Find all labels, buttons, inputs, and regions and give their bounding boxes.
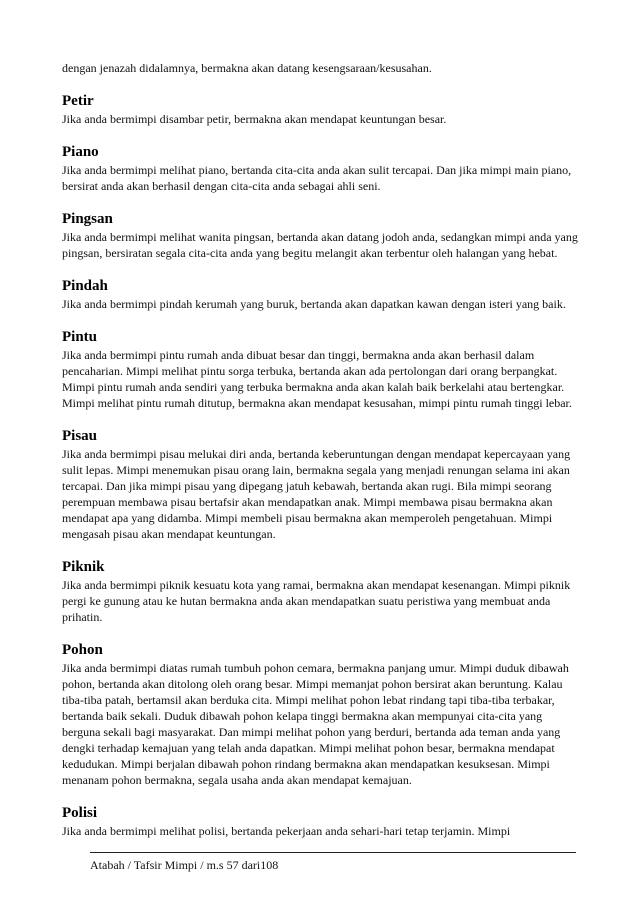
entry-title: Polisi — [62, 805, 98, 821]
entry-body: Jika anda bermimpi pintu rumah anda dibuat besar dan tinggi, bermakna anda akan berhasil dalam pencaharian. Mimpi melihat pintu sorga terbuka, bertanda akan ada pertolongan dari orang berpangkat. Mimpi pintu rumah anda sendiri yang terbuka bermakna anda akan kalah baik berkelahi atau bertengkar. Mimpi melihat pintu rumah ditutup, bermakna akan mendapat kesusahan, mimpi pintu rumah tinggi lebar. — [62, 348, 572, 410]
entry-title: Pisau — [62, 428, 98, 444]
entry-body: Jika anda bermimpi melihat piano, bertanda cita-cita anda akan sulit tercapai. Dan jika mimpi main piano, bersirat anda akan berhasil dengan cita-cita anda sebagai ahli seni. — [62, 163, 572, 193]
entry-pohon — [62, 641, 582, 788]
entry-title: Pingsan — [62, 211, 113, 227]
entry-body: Jika anda bermimpi melihat wanita pingsan, bertanda akan datang jodoh anda, sedangkan mimpi anda yang pingsan, bersiratan segala cita-cita anda yang begitu melangit akan terbentur oleh halangan yang hebat. — [62, 230, 578, 260]
page-footer: Atabah / Tafsir Mimpi / m.s 57 dari108 — [90, 858, 279, 872]
entry-body: Jika anda bermimpi diatas rumah tumbuh pohon cemara, bermakna panjang umur. Mimpi duduk dibawah pohon, bertanda akan ditolong oleh orang besar. Mimpi memanjat pohon bersirat akan beruntung. Kalau tiba-tiba patah, bertamsil akan berduka cita. Mimpi melihat pohon lebat rindang tapi tiba-tiba terbakar, bertanda baik sekali. Duduk dibawah pohon kelapa tinggi bermakna akan mempunyai cita-cita yang berguna sekali bagi masyarakat. Dan mimpi melihat pohon yang berduri, bertanda ada teman anda yang dengki terhadap kemajuan yang telah anda dapatkan. Mimpi melihat pohon besar, bermakna mendapat kedudukan. Mimpi berjalan dibawah pohon rindang bermakna akan mendapatkan kesuksesan. Mimpi menanam pohon bermakna, segala usaha anda akan mendapat kemajuan. — [62, 661, 569, 787]
document-page — [62, 60, 582, 855]
entry-title: Pohon — [62, 642, 103, 658]
entry-body: Jika anda bermimpi disambar petir, bermakna akan mendapat keuntungan besar. — [62, 112, 447, 126]
entry-title: Petir — [62, 93, 94, 109]
entry-title: Pintu — [62, 329, 98, 345]
intro-text: dengan jenazah didalamnya, bermakna akan datang kesengsaraan/kesusahan. — [62, 61, 432, 75]
entry-pingsan — [62, 210, 582, 261]
entry-body: Jika anda bermimpi melihat polisi, bertanda pekerjaan anda sehari-hari tetap terjamin. Mimpi — [62, 824, 511, 838]
entry-pintu — [62, 328, 582, 411]
entry-title: Piknik — [62, 559, 105, 575]
entry-piano — [62, 143, 582, 194]
entry-piknik — [62, 558, 582, 625]
entry-title: Piano — [62, 144, 99, 160]
entry-petir — [62, 92, 582, 127]
entry-pisau — [62, 427, 582, 542]
entry-title: Pindah — [62, 278, 108, 294]
footer-divider — [90, 852, 576, 853]
entry-body: Jika anda bermimpi pisau melukai diri anda, bertanda keberuntungan dengan mendapat kepercayaan yang sulit lepas. Mimpi menemukan pisau orang lain, bermakna segala yang menjadi renungan selama ini akan tercapai. Dan jika mimpi pisau yang dipegang jatuh kebawah, bertanda akan rugi. Bila mimpi seorang perempuan membawa pisau bertafsir akan mendapatkan anak. Mimpi membawa pisau bermakna akan mendapat apa yang didamba. Mimpi membeli pisau bermakna akan memperoleh pengetahuan. Mimpi mengasah pisau akan mendapat keuntungan. — [62, 447, 571, 541]
entry-pindah — [62, 277, 582, 312]
entry-body: Jika anda bermimpi pindah kerumah yang buruk, bertanda akan dapatkan kawan dengan isteri yang baik. — [62, 297, 566, 311]
entry-polisi — [62, 804, 582, 839]
entry-body: Jika anda bermimpi piknik kesuatu kota yang ramai, bermakna akan mendapat kesenangan. Mimpi piknik pergi ke gunung atau ke hutan bermakna anda akan mendapatkan suatu peristiwa yang membuat anda prihatin. — [62, 578, 571, 624]
